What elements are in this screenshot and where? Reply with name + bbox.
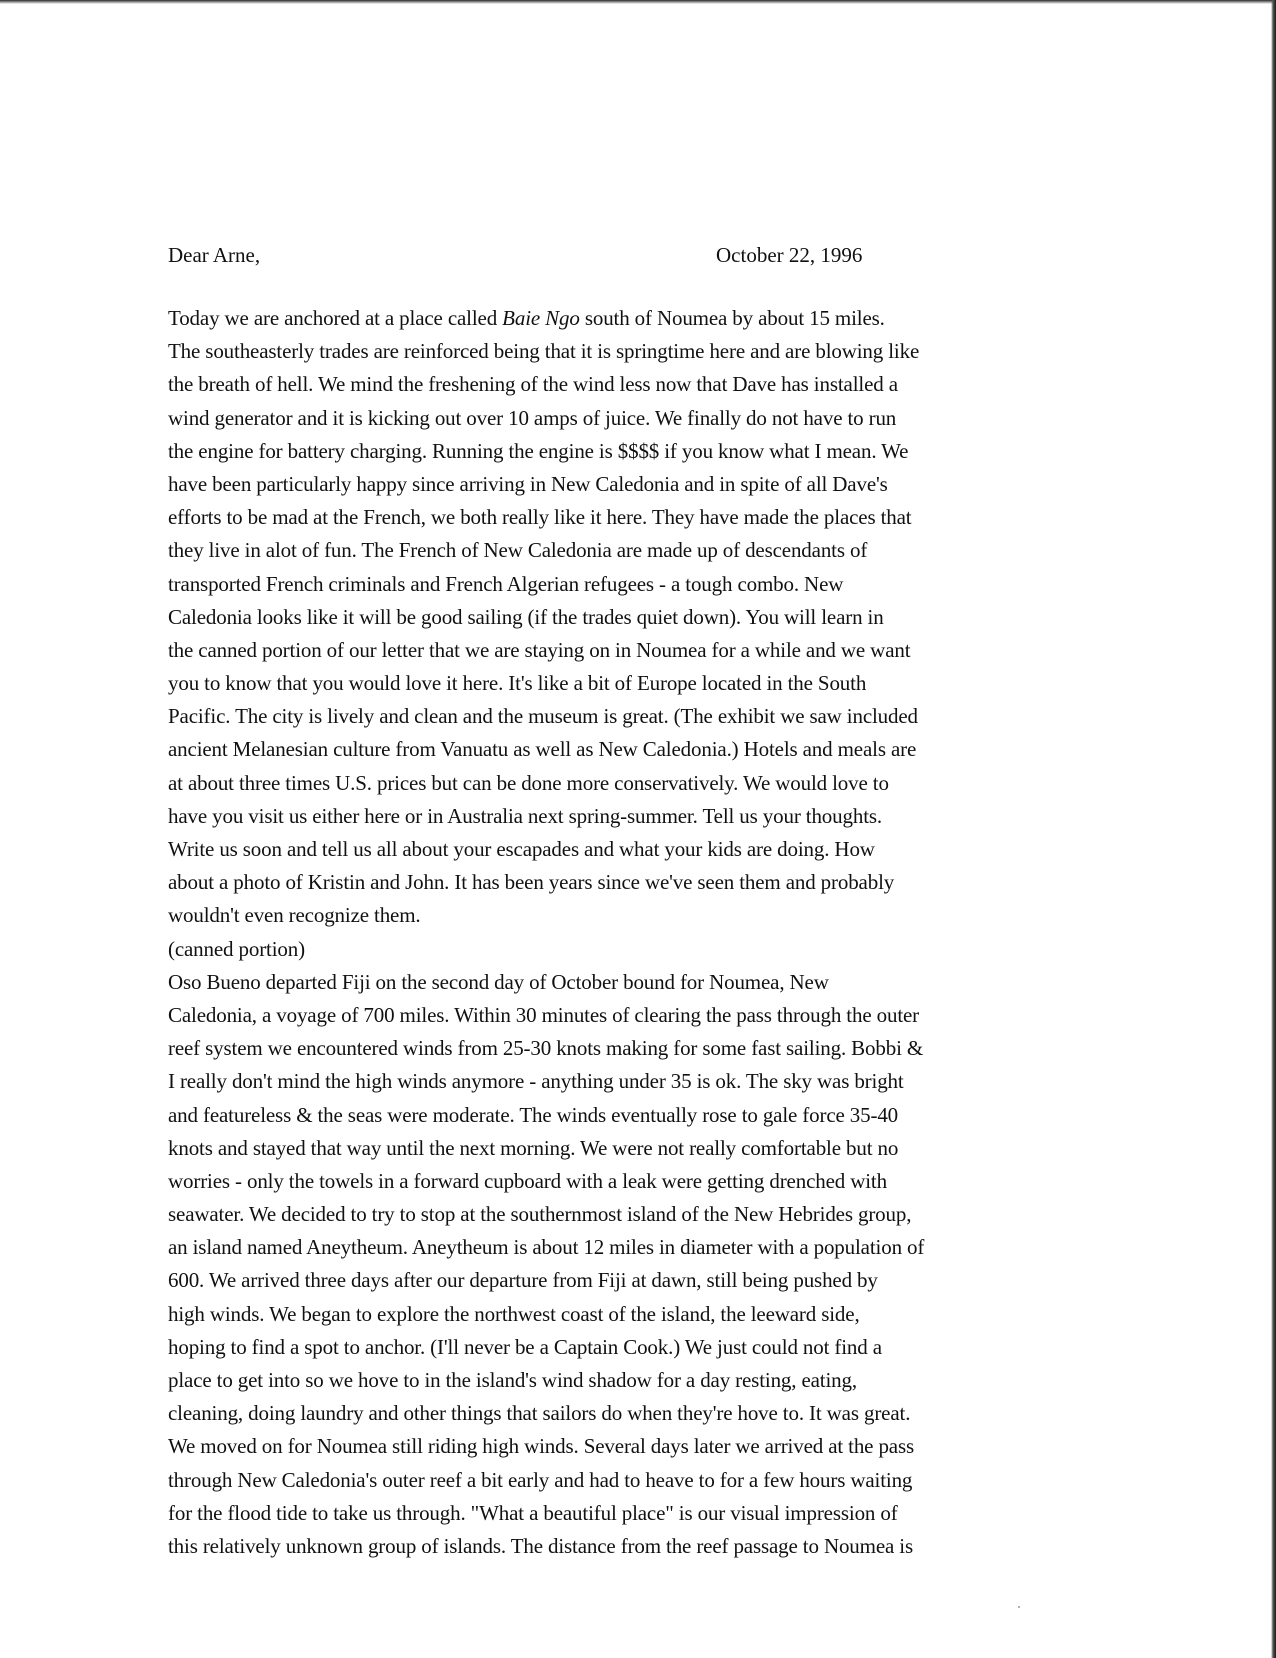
body-line: and featureless & the seas were moderate. The winds eventually rose to gale force 35-40	[168, 1102, 899, 1127]
body-line: this relatively unknown group of islands. The distance from the reef passage to Noumea is	[168, 1533, 913, 1558]
body-line: an island named Aneytheum. Aneytheum is about 12 miles in diameter with a population of	[168, 1235, 925, 1260]
body-line: We moved on for Noumea still riding high winds. Several days later we arrived at the pass	[168, 1434, 915, 1459]
body-line: through New Caledonia's outer reef a bit early and had to heave to for a few hours waiting	[168, 1467, 913, 1492]
body-line: the breath of hell. We mind the freshening of the wind less now that Dave has installed a	[168, 372, 898, 397]
body-line: at about three times U.S. prices but can be done more conservatively. We would love to	[168, 770, 889, 795]
body-line: Caledonia, a voyage of 700 miles. Within 30 minutes of clearing the pass through the outer	[168, 1002, 920, 1027]
body-text-segment: south of Noumea by about 15 miles.	[579, 306, 885, 330]
salutation: Dear Arne,	[168, 243, 261, 267]
body-line: The southeasterly trades are reinforced being that it is springtime here and are blowing like	[168, 339, 920, 364]
body-line	[168, 302, 1068, 335]
body-line: you to know that you would love it here. It's like a bit of Europe located in the South	[168, 671, 867, 696]
scan-speck	[1018, 1606, 1020, 1608]
body-line: Write us soon and tell us all about your escapades and what your kids are doing. How	[168, 837, 875, 861]
body-line: wind generator and it is kicking out over 10 amps of juice. We finally do not have to run	[168, 405, 897, 430]
body-line: they live in alot of fun. The French of New Caledonia are made up of descendants of	[168, 538, 868, 563]
body-line: the engine for battery charging. Running the engine is $$$$ if you know what I mean. We	[168, 438, 909, 463]
body-line: hoping to find a spot to anchor. (I'll never be a Captain Cook.) We just could not find a	[168, 1334, 882, 1359]
place-name: Baie Ngo	[502, 306, 580, 330]
body-line: ancient Melanesian culture from Vanuatu as well as New Caledonia.) Hotels and meals are	[168, 737, 917, 762]
body-line: high winds. We began to explore the northwest coast of the island, the leeward side,	[168, 1301, 860, 1326]
body-line: place to get into so we hove to in the island's wind shadow for a day resting, eating,	[168, 1368, 857, 1392]
body-line: transported French criminals and French Algerian refugees - a tough combo. New	[168, 571, 844, 596]
body-line: for the flood tide to take us through. "What a beautiful place" is our visual impression of	[168, 1500, 898, 1525]
body-line: knots and stayed that way until the next morning. We were not really comfortable but no	[168, 1135, 899, 1160]
body-line: Oso Bueno departed Fiji on the second day of October bound for Noumea, New	[168, 969, 829, 994]
letter-body	[168, 302, 1068, 1563]
body-line: seawater. We decided to try to stop at the southernmost island of the New Hebrides group,	[168, 1202, 912, 1227]
body-line: wouldn't even recognize them.	[168, 903, 421, 928]
body-line: cleaning, doing laundry and other things that sailors do when they're hove to. It was great.	[168, 1401, 911, 1426]
scan-edge-top	[0, 0, 1276, 4]
letter-date: October 22, 1996	[716, 243, 863, 267]
body-line: (canned portion)	[168, 936, 305, 961]
body-line: have been particularly happy since arriving in New Caledonia and in spite of all Dave's	[168, 471, 888, 496]
body-line: Pacific. The city is lively and clean and the museum is great. (The exhibit we saw included	[168, 704, 918, 729]
body-line: worries - only the towels in a forward cupboard with a leak were getting drenched with	[168, 1168, 887, 1193]
body-line: reef system we encountered winds from 25-30 knots making for some fast sailing. Bobbi &	[168, 1036, 924, 1061]
scan-edge-right	[1271, 0, 1276, 1658]
body-text-segment: Today we are anchored at a place called	[168, 306, 503, 330]
body-line: Caledonia looks like it will be good sailing (if the trades quiet down). You will learn in	[168, 604, 884, 629]
letter-header	[168, 240, 1068, 270]
body-line: have you visit us either here or in Australia next spring-summer. Tell us your thoughts.	[168, 803, 882, 828]
body-line: I really don't mind the high winds anymore - anything under 35 is ok. The sky was bright	[168, 1069, 904, 1094]
body-line: 600. We arrived three days after our departure from Fiji at dawn, still being pushed by	[168, 1268, 878, 1293]
body-line: the canned portion of our letter that we are staying on in Noumea for a while and we want	[168, 637, 911, 662]
body-line: about a photo of Kristin and John. It has been years since we've seen them and probably	[168, 870, 895, 895]
body-line: efforts to be mad at the French, we both really like it here. They have made the places that	[168, 505, 912, 530]
letter-page	[168, 240, 1068, 1563]
